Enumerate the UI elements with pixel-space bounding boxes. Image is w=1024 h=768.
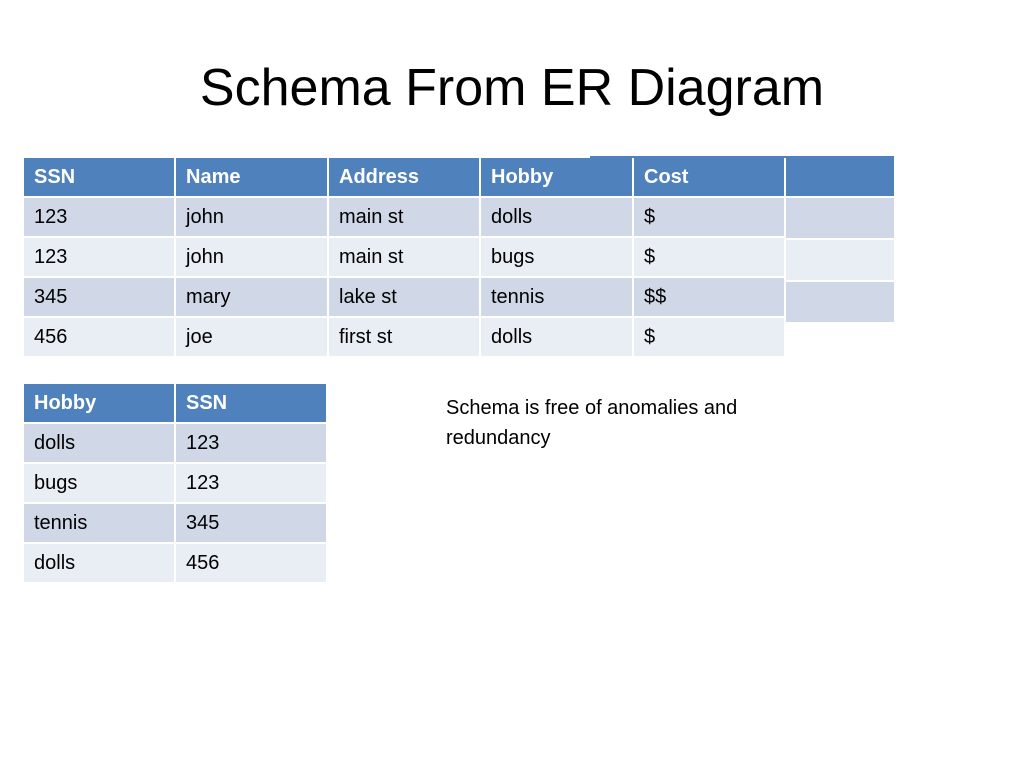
column-header-ssn: SSN xyxy=(176,384,328,424)
column-header-ssn: SSN xyxy=(24,158,176,198)
table-cell: 456 xyxy=(176,544,328,584)
column-header-cost: Cost xyxy=(634,158,786,198)
table-cell: 123 xyxy=(24,238,176,278)
table-cell: dolls xyxy=(24,544,176,584)
table-row xyxy=(24,544,328,584)
table-cell: mary xyxy=(176,278,329,318)
table-cell: 345 xyxy=(24,278,176,318)
table-row xyxy=(24,504,328,544)
column-header-hobby: Hobby xyxy=(481,158,634,198)
schema-note: Schema is free of anomalies and redundancy xyxy=(446,397,738,449)
table-cell: 456 xyxy=(24,318,176,358)
table-cell: joe xyxy=(176,318,329,358)
table-cell: john xyxy=(176,238,329,278)
table-cell: dolls xyxy=(481,198,634,238)
table-row xyxy=(24,238,786,278)
table-row xyxy=(24,278,786,318)
table-cell: 123 xyxy=(176,464,328,504)
table-header-row xyxy=(24,158,786,198)
table-row xyxy=(24,464,328,504)
person-hobby-table xyxy=(24,158,786,358)
table-cell: john xyxy=(176,198,329,238)
table-cell: lake st xyxy=(329,278,481,318)
table-header-row xyxy=(24,384,328,424)
table-cell: $$ xyxy=(634,278,786,318)
table-cell: 123 xyxy=(176,424,328,464)
table-cell: 345 xyxy=(176,504,328,544)
table-cell: $ xyxy=(634,198,786,238)
table-cell: main st xyxy=(329,198,481,238)
table-cell: dolls xyxy=(24,424,176,464)
table-cell: first st xyxy=(329,318,481,358)
column-header-address: Address xyxy=(329,158,481,198)
table-cell: tennis xyxy=(24,504,176,544)
column-header-name: Name xyxy=(176,158,329,198)
table-cell: bugs xyxy=(24,464,176,504)
table-cell: dolls xyxy=(481,318,634,358)
table-cell: $ xyxy=(634,318,786,358)
table-cell: main st xyxy=(329,238,481,278)
table-row xyxy=(24,318,786,358)
table-row xyxy=(24,424,328,464)
table-cell: bugs xyxy=(481,238,634,278)
table-cell: tennis xyxy=(481,278,634,318)
table-cell: 123 xyxy=(24,198,176,238)
hobby-ssn-table xyxy=(24,384,328,584)
table-row xyxy=(24,198,786,238)
column-header-hobby: Hobby xyxy=(24,384,176,424)
table-cell: $ xyxy=(634,238,786,278)
slide-title: Schema From ER Diagram xyxy=(199,59,825,117)
